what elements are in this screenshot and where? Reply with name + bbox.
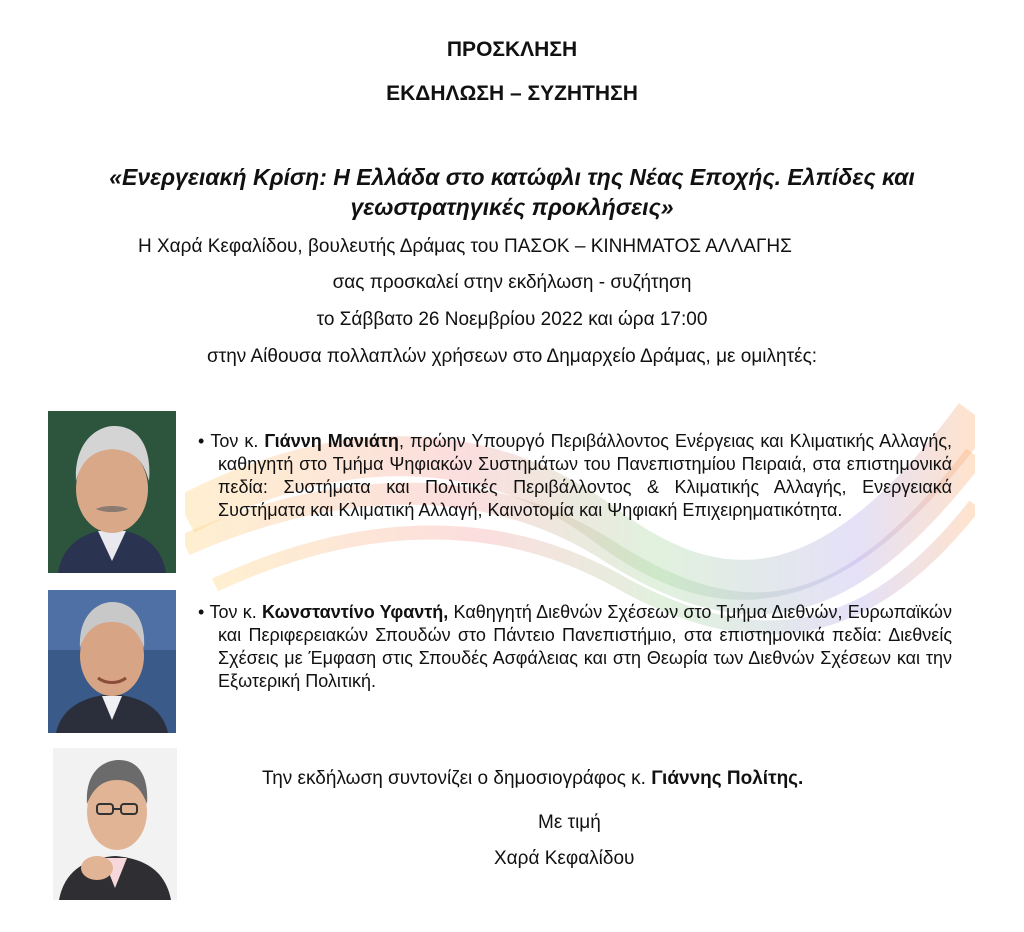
speaker-2-bio bbox=[198, 601, 952, 693]
speaker-2-name: Κωνσταντίνο Υφαντή, bbox=[262, 602, 449, 622]
speaker-1-name: Γιάννη Μανιάτη bbox=[264, 431, 399, 451]
moderator-photo-politis bbox=[53, 748, 177, 900]
event-subject-line-1: «Ενεργειακή Κρίση: Η Ελλάδα στο κατώφλι της Νέας Εποχής. Ελπίδες και bbox=[109, 164, 915, 190]
speaker-1-prefix: Τον κ. bbox=[210, 431, 259, 451]
invite-line: σας προσκαλεί στην εκδήλωση - συζήτηση bbox=[332, 272, 692, 293]
speaker-2-prefix: Τον κ. bbox=[209, 602, 257, 622]
bullet-icon: • bbox=[198, 431, 211, 451]
moderator-text: Την εκδήλωση συντονίζει ο δημοσιογράφος κ. bbox=[262, 768, 652, 789]
speaker-photo-maniatis bbox=[48, 411, 176, 573]
speaker-1-bio bbox=[198, 430, 952, 522]
invitation-title: ΠΡΟΣΚΛΗΣΗ bbox=[446, 38, 578, 61]
speaker-photo-yfantis bbox=[48, 590, 176, 733]
moderator-name: Γιάννης Πολίτης. bbox=[651, 768, 804, 789]
venue-line: στην Αίθουσα πολλαπλών χρήσεων στο Δημαρχείο Δράμας, με ομιλητές: bbox=[206, 346, 818, 367]
event-subtitle: ΕΚΔΗΛΩΣΗ – ΣΥΖΗΤΗΣΗ bbox=[386, 82, 638, 105]
speaker-2-description: Καθηγητή Διεθνών Σχέσεων στο Τμήμα Διεθνών, Ευρωπαϊκών και Περιφερειακών Σπουδών στο Πάντειο Πανεπιστήμιο, στα επιστημονικά πεδία: Διεθνείς Σχέσεις με Έμφαση στις Σπουδές Ασφάλειας και στη Θεωρία των Διεθνών Σχέσεων και την Εξωτερική Πολιτική. bbox=[218, 602, 952, 691]
closing-signature: Χαρά Κεφαλίδου bbox=[494, 848, 635, 869]
event-subject bbox=[30, 162, 994, 222]
closing-regards: Με τιμή bbox=[538, 812, 601, 833]
event-subject-line-2: γεωστρατηγικές προκλήσεις» bbox=[350, 194, 674, 220]
host-line: Η Χαρά Κεφαλίδου, βουλευτής Δράμας του ΠΑΣΟΚ – ΚΙΝΗΜΑΤΟΣ ΑΛΛΑΓΗΣ bbox=[138, 236, 792, 257]
speaker-1-description: , πρώην Υπουργό Περιβάλλοντος Ενέργειας και Κλιματικής Αλλαγής, καθηγητή στο Τμήμα Ψηφιακών Συστημάτων του Πανεπιστημίου Πειραιά, στα επιστημονικά πεδία: Συστήματα και Πολιτικές Περιβάλλοντος & Κλιματικής Αλλαγής, Ενεργειακά Συστήματα και Κλιματική Αλλαγή, Καινοτομία και Ψηφιακή Επιχειρηματικότητα. bbox=[218, 431, 953, 520]
bullet-icon: • bbox=[198, 602, 210, 622]
date-line: το Σάββατο 26 Νοεμβρίου 2022 και ώρα 17:00 bbox=[316, 309, 708, 330]
moderator-line bbox=[262, 768, 962, 790]
